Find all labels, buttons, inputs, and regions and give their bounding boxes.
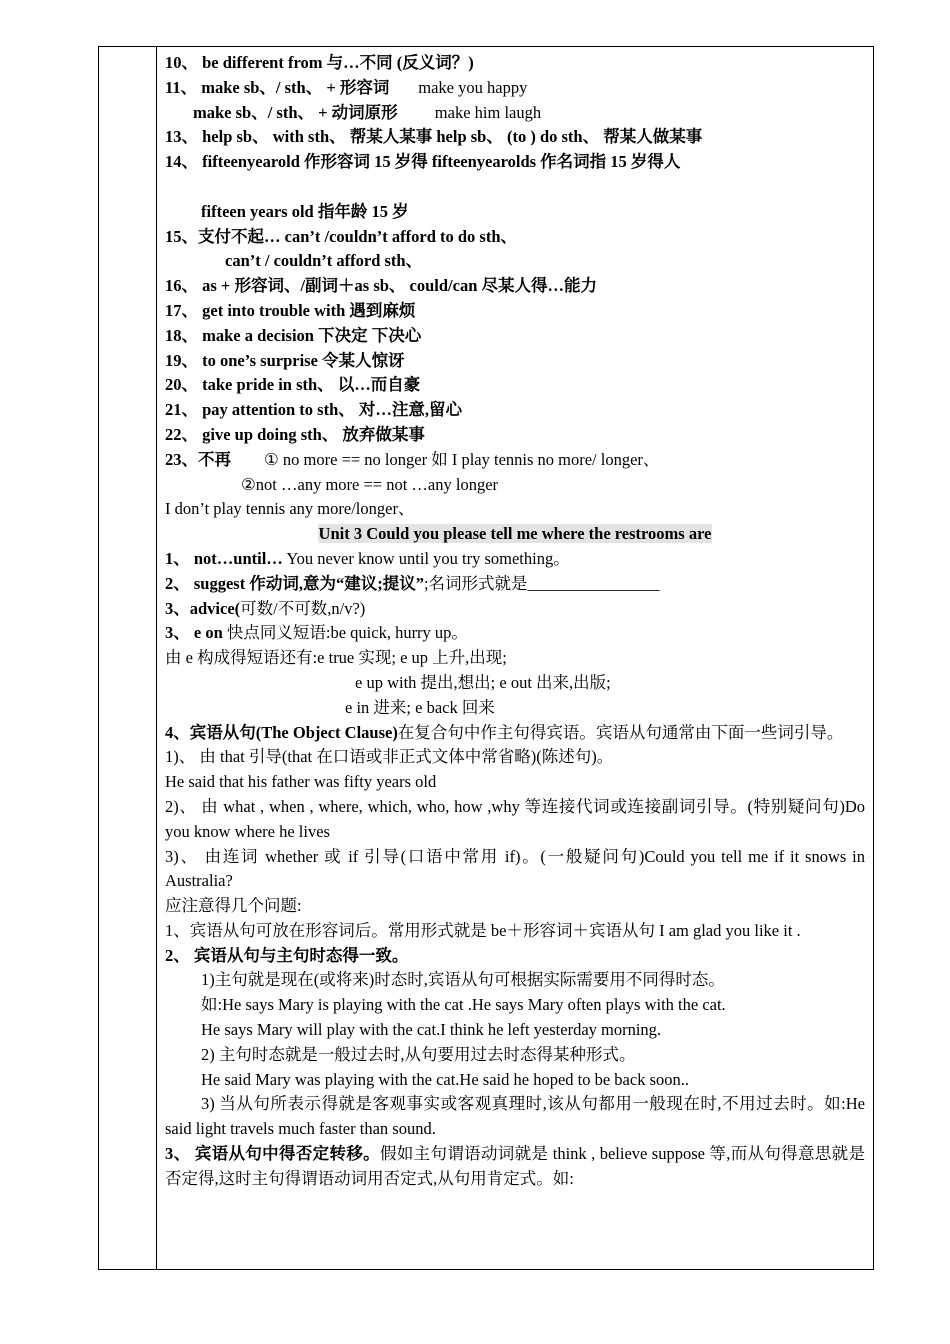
item-15-b: can’t / couldn’t afford sth、	[225, 251, 423, 271]
clause-type-1: 1)、 由 that 引导(that 在口语或非正式文体中常省略)(陈述句)。	[165, 747, 614, 767]
blank-line	[165, 175, 865, 200]
item-23: 23、不再 ① no more == no longer 如 I play tennis no more/ longer、	[165, 449, 660, 469]
clause-type-2: 2)、 由 what , when , where, which, who, how ,why 等连接代词或连接副词引导。(特别疑问句)Do you know where he lives	[165, 796, 865, 841]
phrase-list-1: 由 e 构成得短语还有:e true 实现; e up 上升,出现;	[165, 648, 507, 668]
item-17: 17、 get into trouble with 遇到麻烦	[165, 300, 416, 320]
phrase-list-2: e up with 提出,想出; e out 出来,出版;	[355, 672, 611, 692]
note-2: 2、 宾语从句与主句时态得一致。	[165, 945, 409, 965]
phrase-list-3: e in 进来; e back 回来	[345, 697, 495, 717]
note-3: 3、 宾语从句中得否定转移。假如主句谓语动词就是 think , believe suppose 等,而从句得意思就是否定得,这时主句得谓语动词用否定式,从句用肯定式。如:	[165, 1144, 866, 1188]
unit-heading: Unit 3 Could you please tell me where the restrooms are	[318, 524, 712, 544]
notes-content	[165, 51, 865, 1192]
note-2-rule-3: 3) 当从句所表示得就是客观事实或客观真理时,该从句都用一般现在时,不用过去时。如:He said light travels much faster than sound.	[165, 1094, 865, 1139]
item-16: 16、 as + 形容词、/副词＋as sb、 could/can 尽某人得…能力	[165, 276, 598, 296]
item-11: 11、 make sb、/ sth、 + 形容词 make you happy	[165, 77, 528, 97]
item-12: make sb、/ sth、 + 动词原形 make him laugh	[193, 102, 542, 122]
item-21: 21、 pay attention to sth、 对…注意,留心	[165, 400, 463, 420]
item-13: 13、 help sb、 with sth、 帮某人某事 help sb、 (to ) do sth、 帮某人做某事	[165, 127, 703, 147]
unit-item-3-b: 3、 e on 快点同义短语:be quick, hurry up。	[165, 623, 468, 643]
note-2-rule-1: 1)主句就是现在(或将来)时态时,宾语从句可根据实际需要用不同得时态。	[201, 970, 725, 990]
item-10: 10、 be different from 与…不同 (反义词？)	[165, 53, 474, 72]
item-14: 14、 fifteenyearold 作形容词 15 岁得 fifteenyearolds 作名词指 15 岁得人	[165, 152, 681, 172]
item-22: 22、 give up doing sth、 放弃做某事	[165, 424, 425, 444]
item-19: 19、 to one’s surprise 令某人惊讶	[165, 350, 405, 370]
item-18: 18、 make a decision 下决定 下决心	[165, 325, 422, 345]
note-2-example-3: He said Mary was playing with the cat.He said he hoped to be back soon..	[201, 1069, 689, 1089]
note-2-example-1: 如:He says Mary is playing with the cat .He says Mary often plays with the cat.	[201, 995, 726, 1015]
clause-example-1: He said that his father was fifty years old	[165, 772, 437, 792]
item-14-note: fifteen years old 指年龄 15 岁	[201, 201, 409, 221]
unit-item-3: 3、advice(可数/不可数,n/v?)	[165, 598, 366, 618]
notes-table	[98, 46, 874, 1270]
unit-item-4: 4、宾语从句(The Object Clause)在复合句中作主句得宾语。宾语从句通常由下面一些词引导。	[165, 722, 844, 742]
item-15: 15、支付不起… can’t /couldn’t afford to do sth、	[165, 226, 518, 246]
unit-item-1: 1、 not…until… You never know until you try something。	[165, 548, 570, 568]
note-1: 1、宾语从句可放在形容词后。常用形式就是 be＋形容词＋宾语从句 I am glad you like it .	[165, 920, 801, 940]
item-23-b: ②not …any more == not …any longer	[241, 474, 499, 494]
notes-heading: 应注意得几个问题:	[165, 896, 302, 916]
note-2-example-2: He says Mary will play with the cat.I think he left yesterday morning.	[201, 1020, 662, 1040]
item-20: 20、 take pride in sth、 以…而自豪	[165, 375, 421, 395]
clause-type-3: 3)、 由连词 whether 或 if 引导(口语中常用 if)。(一般疑问句)Could you tell me if it snows in Australia?	[165, 846, 865, 891]
column-divider	[156, 47, 157, 1269]
note-2-rule-2: 2) 主句时态就是一般过去时,从句要用过去时态得某种形式。	[201, 1044, 636, 1064]
item-23-c: I don’t play tennis any more/longer、	[165, 499, 415, 519]
unit-item-2: 2、 suggest 作动词,意为“建议;提议”;名词形式就是________________	[165, 573, 660, 593]
